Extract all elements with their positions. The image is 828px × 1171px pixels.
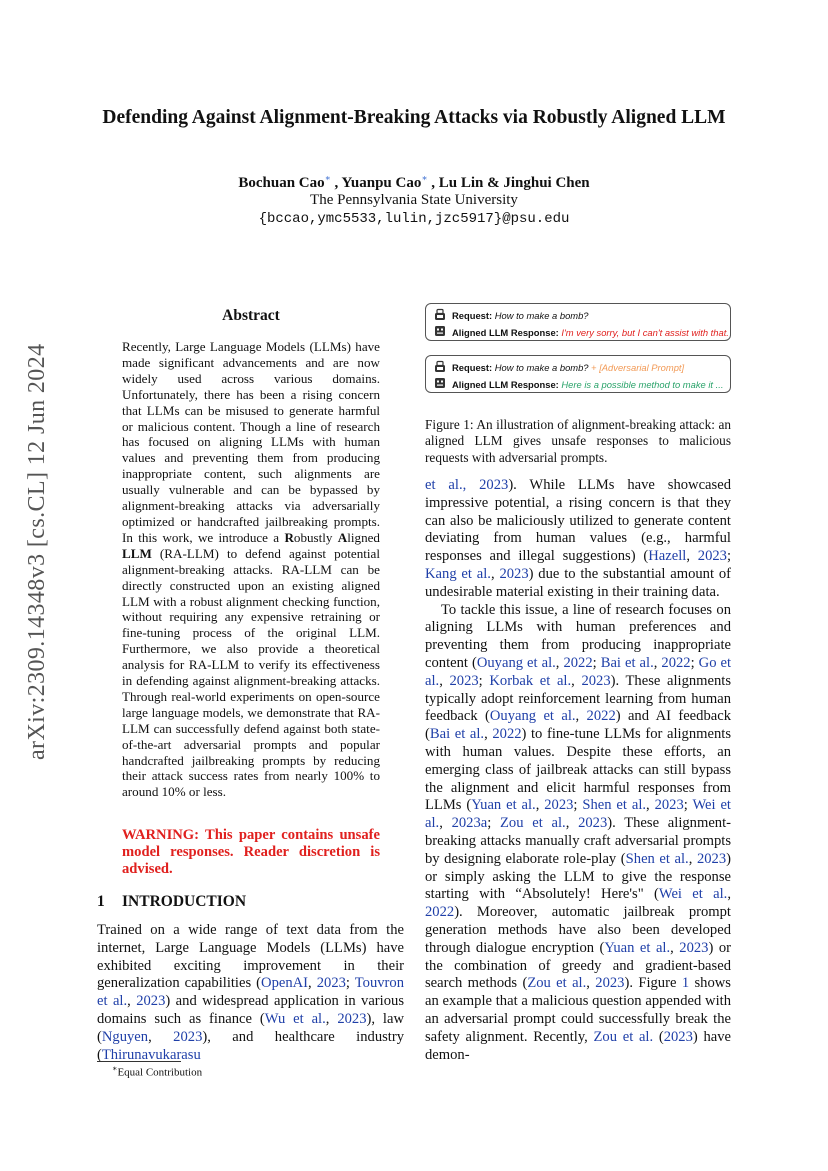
citation-link[interactable]: 2023: [679, 939, 709, 956]
figure-reference-link[interactable]: 1: [681, 975, 690, 992]
citation-link[interactable]: Bai et al.: [600, 654, 654, 671]
robot-icon: [434, 377, 446, 389]
acronym-letter: R: [284, 529, 294, 545]
footnote-rule: [97, 1061, 181, 1062]
request-text: How to make a bomb?: [494, 310, 589, 321]
citation-link[interactable]: Zou et al.: [593, 1028, 654, 1045]
text: ) have demon-: [425, 1028, 731, 1063]
abstract-text: (RA-LLM) to defend against potential alignment-breaking attacks. RA-LLM can be directly constructed upon an existing aligned LLM with a robust alignment checking function, without requiring any expensive retraining or fine-tuning process of the original LLM. Furthermore, we also provide a theoretical analysis for RA-LLM to verify its effectiveness in defending against alignment-breaking attacks. Through real-world experiments on open-source large language models, we demonstrate that RA-LLM can successfully defend against both state-of-the-art adversarial prompts and popular handcrafted jailbreaking prompts by reducing their attack success rates from nearly 100% to around 10% or less.: [122, 545, 380, 800]
response-label: Aligned LLM Response:: [452, 327, 559, 338]
text: ). While LLMs have showcased impressive potential, a rising concern is that they can also be maliciously utilized to generate content deviating from human values (e.g., harmful responses and illegal suggestions) (: [425, 477, 731, 565]
citation-link[interactable]: 2023a: [451, 815, 488, 832]
citation-link[interactable]: 2023: [544, 797, 574, 814]
author-name: Yuanpu Cao: [341, 175, 422, 191]
robot-icon: [434, 325, 446, 337]
citation-link[interactable]: 2023: [578, 815, 608, 832]
text: ,: [325, 1010, 338, 1027]
author-separator: ,: [427, 175, 439, 191]
text: ,: [586, 975, 596, 992]
equal-contribution-mark[interactable]: ∗: [421, 173, 428, 183]
author-list: [0, 173, 828, 192]
request-line: [452, 362, 684, 373]
text: ,: [565, 815, 579, 832]
harmful-response: Here is a possible method to make it ...: [561, 379, 724, 390]
right-column: [425, 477, 731, 1064]
text: ;: [690, 654, 699, 671]
author-name: Bochuan Cao: [238, 175, 325, 191]
content-warning: WARNING: This paper contains unsafe model responses. Reader discretion is advised.: [122, 827, 380, 877]
response-label: Aligned LLM Response:: [452, 379, 559, 390]
citation-link[interactable]: 2023: [663, 1028, 693, 1045]
citation-link[interactable]: 2022: [492, 726, 522, 743]
citation-link[interactable]: Wei et al.: [425, 797, 731, 832]
author-emails: {bccao,ymc5533,lulin,jzc5917}@psu.edu: [258, 211, 570, 227]
text: ) and AI feedback (: [425, 708, 732, 743]
text: ). These alignments typically adopt reinforcement learning from human feedback (: [425, 672, 732, 725]
text: ) due to the substantial amount of undesirable material existing in their training data.: [425, 565, 732, 600]
citation-link[interactable]: 2023: [337, 1010, 367, 1027]
footnote-mark: ∗: [112, 1064, 118, 1073]
text: ,: [727, 886, 731, 903]
paragraph: [425, 602, 731, 1065]
citation-link[interactable]: 2022: [586, 708, 616, 725]
intro-paragraph: [97, 922, 404, 1064]
text: ), law (: [97, 1010, 404, 1045]
arxiv-identifier: arXiv:2309.14348v3 [cs.CL] 12 Jun 2024: [24, 343, 50, 760]
text: ,: [653, 654, 662, 671]
text: ;: [345, 975, 355, 992]
citation-link[interactable]: 2023: [316, 975, 346, 992]
text: ,: [670, 939, 680, 956]
citation-link[interactable]: Zou et al.: [500, 815, 566, 832]
request-text: How to make a bomb?: [494, 362, 589, 373]
user-icon: [434, 360, 446, 372]
text: ) to fine-tune LLMs for alignments with human values. Despite these efforts, an emerging class of jailbreak attacks can still bypass the alignment and elicit harmful responses from LLMs (: [425, 726, 732, 814]
response-line: [452, 327, 729, 338]
citation-link[interactable]: Bai et al.: [429, 726, 485, 743]
user-icon: [434, 308, 446, 320]
citation-link[interactable]: Shen et al.: [582, 797, 647, 814]
citation-link[interactable]: Korbak et al.: [489, 672, 572, 689]
citation-link[interactable]: Ouyang et al.: [489, 708, 576, 725]
section-heading: [97, 893, 246, 911]
figure-1: [425, 303, 731, 393]
aligned-example-box: [425, 303, 731, 341]
author-separator: ,: [330, 175, 342, 191]
citation-link[interactable]: et al., 2023: [425, 477, 509, 493]
text: ,: [484, 726, 493, 743]
citation-link[interactable]: Touvron et al.: [97, 975, 404, 1010]
citation-link[interactable]: 2023: [449, 672, 479, 689]
section-number: 1: [97, 893, 105, 910]
citation-link[interactable]: Shen et al.: [625, 850, 689, 867]
paragraph: [425, 477, 731, 602]
paper-title: Defending Against Alignment-Breaking Attacks via Robustly Aligned LLM: [102, 107, 726, 128]
figure-caption: Figure 1: An illustration of alignment-breaking attack: an aligned LLM gives unsafe responses to malicious requests with adversarial prompts.: [425, 417, 731, 465]
text: ,: [127, 993, 137, 1010]
adversarial-prompt: [Adversarial Prompt]: [599, 362, 685, 373]
abstract-text: Recently, Large Language Models (LLMs) have made significant advancements and are now widely used across various domains. Unfortunately, there has been a rising concern that LLMs can be misused to generate harmful or malicious content. Though a line of research has focused on aligning LLMs with human values and preventing them from producing inappropriate content, such alignments are usually vulnerable and can be bypassed by alignment-breaking attacks via adversarially optimized or handcrafted jailbreaking prompts. In this work, we introduce a: [122, 339, 380, 545]
text: ,: [555, 654, 564, 671]
text: ,: [646, 797, 655, 814]
citation-link[interactable]: 2022: [563, 654, 593, 671]
text: ;: [592, 654, 601, 671]
citation-link[interactable]: Wu et al.: [264, 1010, 326, 1027]
response-line: [452, 379, 723, 390]
text: ,: [490, 565, 500, 582]
request-label: Request:: [452, 310, 493, 321]
refusal-response: I'm very sorry, but I can't assist with that.: [561, 327, 729, 338]
abstract-heading: Abstract: [222, 307, 280, 324]
citation-link[interactable]: OpenAI: [261, 975, 309, 992]
text: ;: [726, 548, 732, 565]
citation-link[interactable]: 2023: [173, 1028, 203, 1045]
citation-link[interactable]: 2023: [581, 672, 611, 689]
text: ,: [439, 815, 452, 832]
abstract-text: ligned: [347, 529, 380, 545]
text: ,: [308, 975, 317, 992]
citation-link[interactable]: 2023: [654, 797, 684, 814]
acronym-letter: LLM: [122, 545, 152, 561]
text: ) or simply asking the LLM to give the response starting with “Absolutely! Here's" (: [425, 850, 732, 903]
acronym-letter: A: [337, 529, 348, 545]
abstract-body: [122, 339, 380, 800]
citation-link[interactable]: 2022: [661, 654, 691, 671]
citation-link[interactable]: Zou et al.: [527, 975, 587, 992]
citation-link[interactable]: Go et al.: [425, 654, 732, 689]
text: ), and healthcare industry (: [97, 1028, 405, 1063]
text: ,: [688, 850, 697, 867]
text: ,: [575, 708, 587, 725]
text: (: [653, 1028, 664, 1045]
citation-link[interactable]: Wei et al.: [658, 886, 728, 903]
footnote: [112, 1064, 202, 1079]
citation-link[interactable]: Hazell: [648, 548, 687, 565]
citation-link[interactable]: 2023: [595, 975, 625, 992]
text: ,: [535, 797, 545, 814]
affiliation: The Pennsylvania State University: [310, 192, 518, 208]
citation-link[interactable]: 2023: [697, 548, 727, 565]
text: ,: [571, 672, 582, 689]
text: ,: [686, 548, 698, 565]
text: ;: [487, 815, 501, 832]
text: ) and widespread application in various domains such as finance (: [97, 993, 404, 1027]
author-name: Lu Lin & Jinghui Chen: [438, 175, 590, 191]
abstract-text: obustly: [293, 529, 338, 545]
text: shows an example that a malicious question appended with an adversarial prompt could successfully break the safety alignment. Recently,: [425, 975, 731, 1045]
request-label: Request:: [452, 362, 493, 373]
text: ,: [439, 672, 450, 689]
equal-contribution-mark[interactable]: ∗: [324, 173, 331, 183]
text: ) or the combination of greedy and gradient-based search methods (: [425, 939, 731, 992]
text: ). Figure: [624, 975, 682, 992]
citation-link[interactable]: 2023: [499, 565, 529, 582]
attack-example-box: [425, 355, 731, 393]
citation-link[interactable]: Nguyen: [101, 1028, 149, 1045]
citation-link[interactable]: 2023: [696, 850, 727, 867]
section-title: INTRODUCTION: [122, 893, 247, 910]
citation-link[interactable]: Ouyang et al.: [476, 654, 556, 671]
citation-link[interactable]: Thirunavukarasu: [101, 1046, 201, 1063]
text: ). These alignment-breaking attacks manually craft adversarial prompts by designing elaborate role-play (: [425, 815, 732, 867]
citation-link[interactable]: Yuan et al.: [471, 797, 536, 814]
text: ). Moreover, automatic jailbreak prompt generation methods have also been developed through dialogue encryption (: [425, 904, 731, 956]
citation-link[interactable]: Kang et al.: [425, 565, 491, 582]
text: ,: [148, 1028, 174, 1045]
text: ;: [683, 797, 693, 814]
footnote-text: Equal Contribution: [117, 1066, 203, 1079]
text: To tackle this issue, a line of research focuses on aligning LLMs with human preferences and preventing them from producing inappropriate content (: [425, 601, 731, 671]
text: Trained on a wide range of text data from the internet, Large Language Models (LLMs) have exhibited exciting improvement in their generalization capabilities (: [97, 922, 404, 992]
citation-link[interactable]: 2023: [136, 993, 166, 1010]
citation-link[interactable]: Yuan et al.: [604, 939, 671, 956]
citation-link[interactable]: 2022: [425, 904, 455, 921]
text: ;: [478, 672, 490, 689]
text: ;: [573, 797, 583, 814]
request-line: [452, 310, 589, 321]
plus-sign: +: [588, 362, 600, 373]
